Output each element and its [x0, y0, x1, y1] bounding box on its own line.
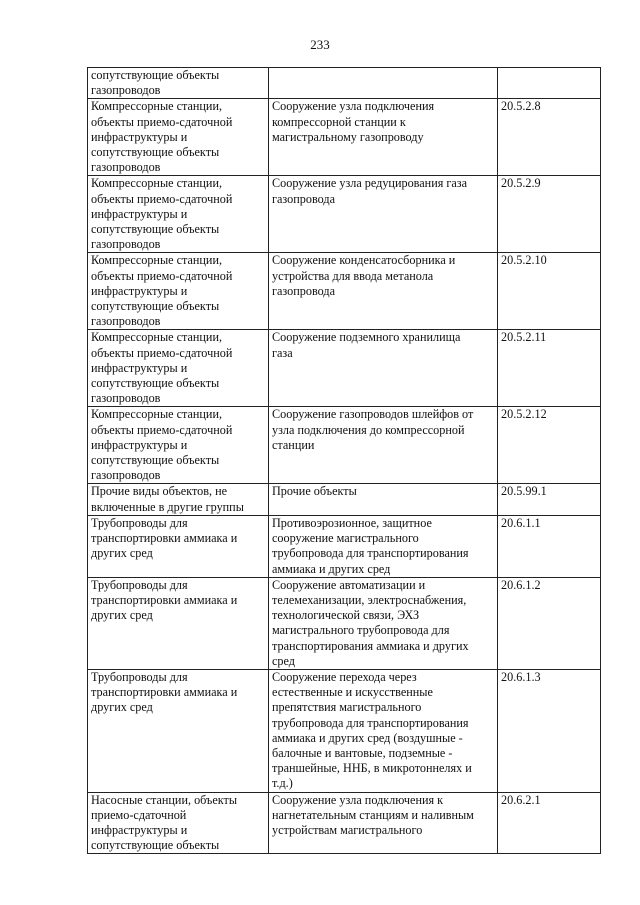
code-cell [498, 68, 601, 99]
group-cell: Компрессорные станции, объекты приемо-сдаточной инфраструктуры и сопутствующие объекты газопроводов [88, 407, 269, 484]
code-cell: 20.5.99.1 [498, 484, 601, 515]
table-row [88, 484, 601, 515]
code-cell: 20.5.2.10 [498, 253, 601, 330]
page-number: 233 [310, 37, 330, 52]
table-row [88, 330, 601, 407]
table-row [88, 577, 601, 669]
table-row [88, 792, 601, 854]
group-cell: Трубопроводы для транспортировки аммиака и других сред [88, 577, 269, 669]
group-cell: Трубопроводы для транспортировки аммиака и других сред [88, 669, 269, 792]
object-cell: Сооружение конденсатосборника и устройства для ввода метанола газопровода [269, 253, 498, 330]
table-row [88, 253, 601, 330]
object-cell: Сооружение газопроводов шлейфов от узла подключения до компрессорной станции [269, 407, 498, 484]
group-cell: Трубопроводы для транспортировки аммиака и других сред [88, 515, 269, 577]
object-cell: Прочие объекты [269, 484, 498, 515]
group-cell: сопутствующие объекты газопроводов [88, 68, 269, 99]
group-cell: Прочие виды объектов, не включенные в другие группы [88, 484, 269, 515]
object-cell: Сооружение перехода через естественные и искусственные препятствия магистрального трубопровода для транспортирования аммиака и других сред (воздушные - балочные и вантовые, подземные - траншейные, ННБ, в микротоннелях и т.д.) [269, 669, 498, 792]
table-row [88, 515, 601, 577]
object-cell [269, 68, 498, 99]
group-cell: Насосные станции, объекты приемо-сдаточной инфраструктуры и сопутствующие объекты [88, 792, 269, 854]
group-cell: Компрессорные станции, объекты приемо-сдаточной инфраструктуры и сопутствующие объекты газопроводов [88, 99, 269, 176]
group-cell: Компрессорные станции, объекты приемо-сдаточной инфраструктуры и сопутствующие объекты газопроводов [88, 330, 269, 407]
table-row [88, 176, 601, 253]
table-row [88, 99, 601, 176]
table-row [88, 68, 601, 99]
code-cell: 20.5.2.11 [498, 330, 601, 407]
code-cell: 20.6.2.1 [498, 792, 601, 854]
table-row [88, 669, 601, 792]
object-cell: Противоэрозионное, защитное сооружение магистрального трубопровода для транспортирования аммиака и других сред [269, 515, 498, 577]
object-cell: Сооружение узла редуцирования газа газопровода [269, 176, 498, 253]
code-cell: 20.6.1.1 [498, 515, 601, 577]
code-cell: 20.5.2.9 [498, 176, 601, 253]
objects-table [87, 67, 601, 854]
table-row [88, 407, 601, 484]
table-body [88, 68, 601, 854]
object-cell: Сооружение узла подключения компрессорной станции к магистральному газопроводу [269, 99, 498, 176]
code-cell: 20.5.2.12 [498, 407, 601, 484]
code-cell: 20.6.1.2 [498, 577, 601, 669]
code-cell: 20.5.2.8 [498, 99, 601, 176]
group-cell: Компрессорные станции, объекты приемо-сдаточной инфраструктуры и сопутствующие объекты газопроводов [88, 253, 269, 330]
group-cell: Компрессорные станции, объекты приемо-сдаточной инфраструктуры и сопутствующие объекты газопроводов [88, 176, 269, 253]
object-cell: Сооружение узла подключения к нагнетательным станциям и наливным устройствам магистрального [269, 792, 498, 854]
object-cell: Сооружение подземного хранилища газа [269, 330, 498, 407]
object-cell: Сооружение автоматизации и телемеханизации, электроснабжения, технологической связи, ЭХЗ магистрального трубопровода для транспортирования аммиака и других сред [269, 577, 498, 669]
code-cell: 20.6.1.3 [498, 669, 601, 792]
